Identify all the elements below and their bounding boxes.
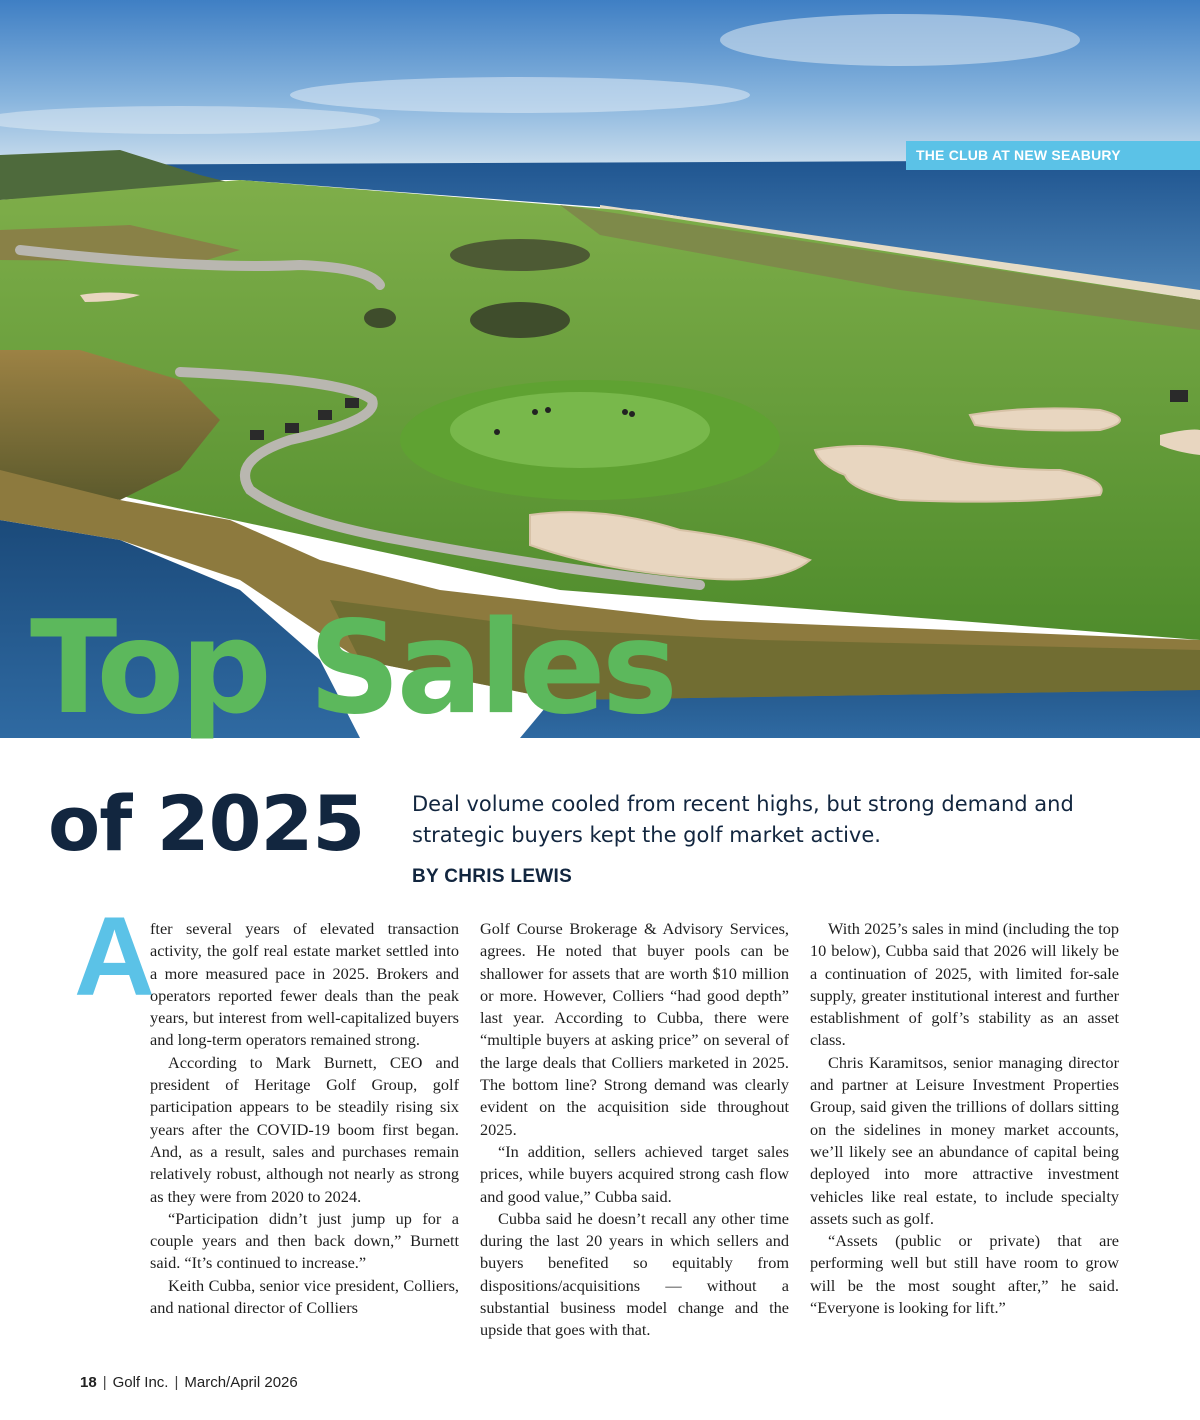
- byline: BY CHRIS LEWIS: [412, 866, 573, 887]
- paragraph: Golf Course Brokerage & Advisory Services, agrees. He noted that buyer pools can be shallower for assets that are worth $10 million or more. However, Colliers “had good depth” last year. According to Cubba, there were “multiple buyers at asking price” on several of the large deals that Colliers marketed in 2025. The bottom line? Strong demand was clearly evident on the acquisition side throughout 2025.: [480, 919, 789, 1139]
- paragraph: Chris Karamitsos, senior managing director and partner at Leisure Investment Properties Group, said given the trillions of dollars sitting on the sidelines in money market accounts, we’ll likely see an abundance of capital being deployed into more attractive investment vehicles like real estate, to include specialty assets such as golf.: [810, 1052, 1119, 1228]
- photo-caption: THE CLUB AT NEW SEABURY: [906, 141, 1200, 170]
- paragraph: “Assets (public or private) that are performing well but still have room to grow will be the most sought after,” he said. “Everyone is looking for lift.”: [810, 1231, 1119, 1318]
- headline-of-2025: of 2025: [48, 779, 365, 868]
- paragraph: Cubba said he doesn’t recall any other time during the last 20 years in which sellers and buyers benefited so equitably from dispositions/acquisitions — without a substantial business model change and the upside that goes with that.: [480, 1208, 789, 1340]
- paragraph: With 2025’s sales in mind (including the top 10 below), Cubba said that 2026 will likely be a continuation of 2025, with limited for-sale supply, greater institutional interest and further establishment of golf’s stability as an asset class.: [810, 919, 1119, 1050]
- article-column-1: [150, 918, 459, 1319]
- article-column-3: [810, 918, 1119, 1319]
- footer-separator: |: [102, 1374, 107, 1391]
- paragraph: “Participation didn’t just jump up for a couple years and then back down,” Burnett said. “It’s continued to increase.”: [150, 1208, 459, 1273]
- paragraph: Keith Cubba, senior vice president, Colliers, and national director of Colliers: [150, 1275, 459, 1318]
- publication-name: Golf Inc.: [112, 1374, 169, 1391]
- footer-separator: |: [174, 1374, 179, 1391]
- issue-date: March/April 2026: [184, 1374, 298, 1391]
- article-column-2: [480, 918, 789, 1342]
- page-number: 18: [80, 1374, 97, 1391]
- drop-cap: A: [74, 894, 155, 1019]
- paragraph: fter several years of elevated transaction activity, the golf real estate market settled into a more measured pace in 2025. Brokers and operators reported fewer deals than the peak years, but interest from well-capitalized buyers and long-term operators remained strong.: [150, 919, 459, 1050]
- paragraph: According to Mark Burnett, CEO and president of Heritage Golf Group, golf participation appears to be steadily rising six years after the COVID-19 boom first began. And, as a result, sales and purchases remain relatively robust, although not nearly as strong as they were from 2020 to 2024.: [150, 1052, 459, 1206]
- paragraph: “In addition, sellers achieved target sales prices, while buyers acquired strong cash flow and good value,” Cubba said.: [480, 1141, 789, 1206]
- headline-top-sales: Top Sales: [30, 594, 674, 743]
- page-footer: [80, 1374, 298, 1391]
- article-dek: Deal volume cooled from recent highs, but strong demand and strategic buyers kept the golf market active.: [412, 792, 1074, 847]
